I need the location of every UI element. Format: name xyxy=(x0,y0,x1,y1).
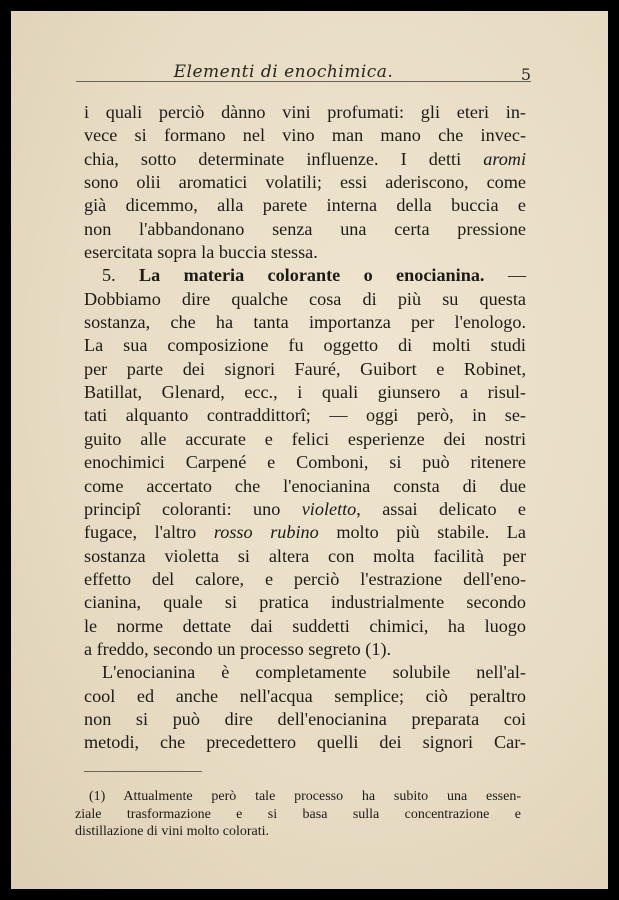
text-run: Dobbiamo dire qualche cosa di più su questa xyxy=(84,288,526,309)
text-line xyxy=(84,288,526,311)
text-run: guito alle accurate e felici esperienze dei nostri xyxy=(84,428,526,449)
text-line xyxy=(84,521,526,544)
text-line xyxy=(84,101,526,124)
text-run: La sua composizione fu oggetto di molti studi xyxy=(84,335,526,356)
text-line xyxy=(84,498,526,521)
text-run: fugace, l'altro xyxy=(84,522,214,543)
text-line xyxy=(84,591,526,614)
text-run: i quali perciò dànno vini profumati: gli eteri in- xyxy=(84,102,526,122)
text-line xyxy=(84,218,526,241)
text-line xyxy=(84,661,526,684)
text-line xyxy=(84,264,526,287)
text-line xyxy=(84,334,526,357)
footnote-line: distillazione di vini molto colorati. xyxy=(75,824,270,839)
text-run: vece si formano nel vino man mano che invec- xyxy=(84,125,526,146)
text-line xyxy=(84,685,526,708)
footnote-line: (1) Attualmente però tale processo ha subito una essen- xyxy=(89,789,521,804)
text-run: sostanza violetta si altera con molta facilità per xyxy=(84,545,526,566)
text-line xyxy=(84,148,526,171)
text-run: non si può dire dell'enocianina preparata coi xyxy=(84,708,526,729)
text-line xyxy=(84,241,526,264)
text-run: 5. xyxy=(102,265,139,286)
running-header xyxy=(76,51,531,82)
text-line xyxy=(84,171,526,194)
text-run: cool ed anche nell'acqua semplice; ciò peraltro xyxy=(84,685,526,706)
text-run: L'enocianina è completamente solubile nell'al- xyxy=(102,662,526,683)
italic-term: violetto xyxy=(301,498,357,519)
text-run: chia, sotto determinate influenze. I detti xyxy=(84,148,484,169)
text-run: effetto del calore, e perciò l'estrazione dell'eno- xyxy=(84,568,526,589)
text-line xyxy=(84,731,526,754)
text-line xyxy=(84,358,526,381)
footnote xyxy=(75,788,521,841)
text-line xyxy=(84,381,526,404)
text-run: sostanza, che ha tanta importanza per l'enologo. xyxy=(84,312,526,333)
running-title: Elementi di enochimica. xyxy=(173,62,394,82)
footnote-line: ziale trasformazione e si basa sulla concentrazione e xyxy=(75,806,521,822)
text-run: già dicemmo, alla parete interna della buccia e xyxy=(84,195,526,216)
text-run: , assai delicato e xyxy=(356,498,526,519)
text-line xyxy=(84,451,526,474)
text-run: non l'abbandonano senza una certa pressione xyxy=(84,218,526,239)
text-line xyxy=(84,124,526,147)
text-line xyxy=(84,428,526,451)
text-run: — xyxy=(484,265,527,286)
text-run: enochimici Carpené e Comboni, si può ritenere xyxy=(84,452,526,473)
text-run: esercitata sopra la buccia stessa. xyxy=(84,242,318,263)
text-line xyxy=(84,404,526,427)
footnote-separator xyxy=(84,771,202,772)
book-page xyxy=(11,11,608,889)
text-line xyxy=(84,615,526,638)
text-line xyxy=(84,311,526,334)
text-line xyxy=(84,568,526,591)
text-run: tati alquanto contraddittorî; — oggi però, in se- xyxy=(84,405,526,426)
text-line xyxy=(84,194,526,217)
text-run: per parte dei signori Fauré, Guibort e Robinet, xyxy=(84,358,526,379)
text-line xyxy=(84,545,526,568)
text-run: come accertato che l'enocianina consta di due xyxy=(84,475,526,496)
body-text xyxy=(84,101,526,755)
text-run: sono olii aromatici volatili; essi aderiscono, come xyxy=(84,172,526,193)
italic-term: aromi xyxy=(483,148,526,169)
section-heading: La materia colorante o enocianina. xyxy=(139,265,485,286)
text-line xyxy=(84,708,526,731)
text-run: metodi, che precedettero quelli dei signori Car- xyxy=(84,732,526,753)
page-number: 5 xyxy=(520,65,531,84)
text-run: principî coloranti: uno xyxy=(84,498,302,519)
text-run: Batillat, Glenard, ecc., i quali giunsero a risul- xyxy=(84,382,526,403)
text-run: a freddo, secondo un processo segreto (1). xyxy=(84,638,392,659)
text-run: molto più stabile. La xyxy=(318,522,526,543)
text-run: le norme dettate dai suddetti chimici, ha luogo xyxy=(84,615,526,636)
text-run: cianina, quale si pratica industrialmente secondo xyxy=(84,592,526,613)
italic-term: rosso rubino xyxy=(213,522,319,543)
text-line xyxy=(84,638,526,661)
text-line xyxy=(84,475,526,498)
